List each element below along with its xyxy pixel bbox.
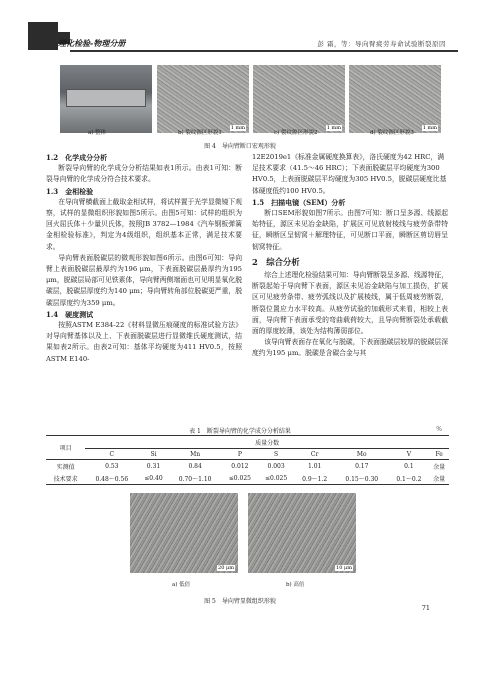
right-column bbox=[252, 152, 448, 360]
table-column-header: Mn bbox=[190, 450, 201, 458]
section-heading: 1.4 硬度测试 bbox=[46, 309, 94, 319]
paragraph: 导向臂表面脱碳层的微观形貌如图6所示。由图6可知：导向臂上表面脱碳层最厚约为196 μm，下表面脱碳层最厚约为195 μm，脱碳层局部可见铁素体，导向臂两侧端面也可见明显氧化脱碳层，脱碳层厚度约为140 μm；导向臂转角部位脱碳更严重，脱碳层厚度约为359 μm。 bbox=[46, 253, 242, 307]
table-cell: 0.15～0.30 bbox=[345, 475, 379, 483]
table-row-label: 实测值 bbox=[56, 463, 75, 471]
table-column-header: Mo bbox=[356, 450, 367, 458]
fig5-label-a: a) 低倍 bbox=[172, 582, 191, 588]
running-title: 彭 霜，等：导向臂疲劳寿命试验断裂原因 bbox=[317, 40, 446, 48]
table-column-header: P bbox=[237, 450, 242, 458]
table-cell: ≤0.40 bbox=[144, 474, 163, 482]
left-column bbox=[46, 152, 242, 365]
page-header bbox=[0, 0, 480, 56]
fig5-photo-b bbox=[248, 493, 356, 573]
table-item-header: 项目 bbox=[59, 445, 72, 452]
fig4-label-b: b) 裂纹源区形貌1 bbox=[178, 130, 222, 136]
table-cell: ≤0.025 bbox=[228, 474, 251, 482]
scale-bar-label: 10 μm bbox=[336, 565, 352, 571]
section-heading: 2 综合分析 bbox=[252, 256, 300, 267]
paragraph: 综合上述理化检验结果可知：导向臂断裂呈多源、线源特征，断裂起始于导向臂下表面，源区未见冶金缺陷与加工损伤，扩展区可见疲劳条带、疲劳弧线以及扩展棱线，属于低周疲劳断裂，断裂位置应力水平较高。从疲劳试验的加载形式来看，相较上表面，导向臂下表面承受的弯曲载荷较大，且导向臂断裂处承载截面的厚度较薄，该处为结构薄弱部位。 bbox=[252, 271, 448, 336]
table-row-label: 技术要求 bbox=[53, 475, 78, 483]
table-1-title: 表 1 断裂导向臂的化学成分分析结果 bbox=[189, 428, 291, 435]
fig4-photo-d bbox=[349, 65, 441, 133]
table-cell: 0.84 bbox=[188, 462, 202, 470]
table-cell: ≤0.025 bbox=[264, 474, 288, 482]
table-cell: 0.9～1.2 bbox=[302, 475, 328, 483]
table-1 bbox=[46, 435, 449, 485]
scale-bar-label: 1 mm bbox=[326, 125, 341, 131]
scale-bar-label: 1 mm bbox=[422, 125, 437, 131]
section-heading: 1.2 化学成分分析 bbox=[46, 153, 108, 162]
table-cell: 0.70～1.10 bbox=[178, 475, 212, 483]
paragraph: 12E2019e1《标准金属硬度换算表》，洛氏硬度为42 HRC，满足技术要求（41.5～46 HRC）；下表面脱碳层平均硬度为300 HV0.5，上表面脱碳层平均硬度为305 HV0.5，脱碳层硬度比基体硬度低约100 HV0.5。 bbox=[252, 153, 447, 195]
paragraph: 断口SEM形貌如图7所示。由图7可知：断口呈多源、线源起始特征，源区未见冶金缺陷，扩展区可见放射棱线与疲劳条带特征，瞬断区呈韧窝＋解理特征，可见断口平面，瞬断区剪切唇呈韧窝特征。 bbox=[252, 209, 448, 251]
table-cell: 0.003 bbox=[267, 462, 285, 470]
paragraph: 在导向臂横截面上截取金相试样，将试样置于光学显微镜下观察，试样的显微组织形貌如图5所示。由图5可知：试样的组织为回火屈氏体＋少量贝氏体，按照JB 3782—1984《汽车钢板弹簧 金相检验标准》，判定为4级组织，组织基本正常，满足技术要求。 bbox=[46, 197, 242, 251]
journal-name: 理化检验-物理分册 bbox=[58, 39, 126, 48]
table-row bbox=[46, 460, 449, 473]
table-column-header: Cr bbox=[310, 450, 319, 458]
table-cell: 0.53 bbox=[105, 462, 119, 470]
header-rule bbox=[70, 50, 458, 52]
paragraph: 断裂导向臂的化学成分分析结果如表1所示。由表1可知：断裂导向臂的化学成分符合技术要求。 bbox=[46, 164, 242, 184]
table-1-unit: % bbox=[436, 426, 442, 433]
table-column-header: Si bbox=[150, 450, 157, 458]
scale-bar-label: 1 mm bbox=[230, 125, 245, 131]
table-cell: 1.01 bbox=[307, 462, 322, 470]
table-column-header: Fe bbox=[435, 450, 443, 458]
fig4-label-d: d) 裂纹源区形貌3 bbox=[370, 130, 414, 136]
figure-5 bbox=[130, 493, 360, 575]
table-1-caption bbox=[0, 426, 480, 435]
fig5-photo-a bbox=[130, 493, 238, 573]
section-heading: 1.3 金相检验 bbox=[46, 186, 94, 196]
paragraph: 该导向臂表面存在氧化与脱碳，下表面脱碳层较厚的脱碳层深度约为195 μm。脱碳是含碳合金与其 bbox=[252, 338, 448, 358]
figure-4-caption: 图 4 导向臂断口宏观形貌 bbox=[204, 143, 276, 150]
table-cell: 0.31 bbox=[146, 462, 161, 470]
figure-5-caption: 图 5 导向臂显微组织形貌 bbox=[204, 598, 276, 605]
fig4-photo-b bbox=[157, 65, 249, 133]
fig4-label-a: a) 整体 bbox=[88, 130, 107, 136]
table-column-header: V bbox=[406, 450, 412, 458]
page-number: 71 bbox=[421, 604, 430, 612]
scale-bar-label: 20 μm bbox=[218, 565, 234, 571]
table-column-header: S bbox=[274, 450, 279, 458]
paragraph: 按照ASTM E384-22《材料显微压痕硬度的标准试验方法》对导向臂基体以及上、下表面脱碳层进行显微维氏硬度测试，结果如表2所示。由表2可知：基体平均硬度为411 HV0.5，按照ASTM E140- bbox=[46, 321, 242, 363]
table-group-header: 质量分数 bbox=[85, 436, 449, 449]
fig4-photo-c bbox=[253, 65, 345, 133]
table-cell: 余量 bbox=[433, 463, 446, 471]
table-column-header: C bbox=[109, 450, 115, 458]
table-cell: 0.012 bbox=[231, 462, 249, 470]
table-cell: 余量 bbox=[433, 475, 446, 483]
table-cell: 0.48～0.56 bbox=[95, 475, 129, 483]
fig5-label-b: b) 高倍 bbox=[286, 582, 305, 588]
section-heading: 1.5 扫描电镜（SEM）分析 bbox=[252, 197, 346, 207]
fig4-photo-a bbox=[60, 65, 152, 133]
table-cell: 0.17 bbox=[355, 462, 369, 470]
fig4-label-c: c) 裂纹源区形貌2 bbox=[274, 130, 318, 136]
table-cell: 0.1 bbox=[404, 462, 414, 470]
table-cell: 0.1～0.2 bbox=[396, 475, 422, 483]
table-row bbox=[46, 472, 449, 485]
